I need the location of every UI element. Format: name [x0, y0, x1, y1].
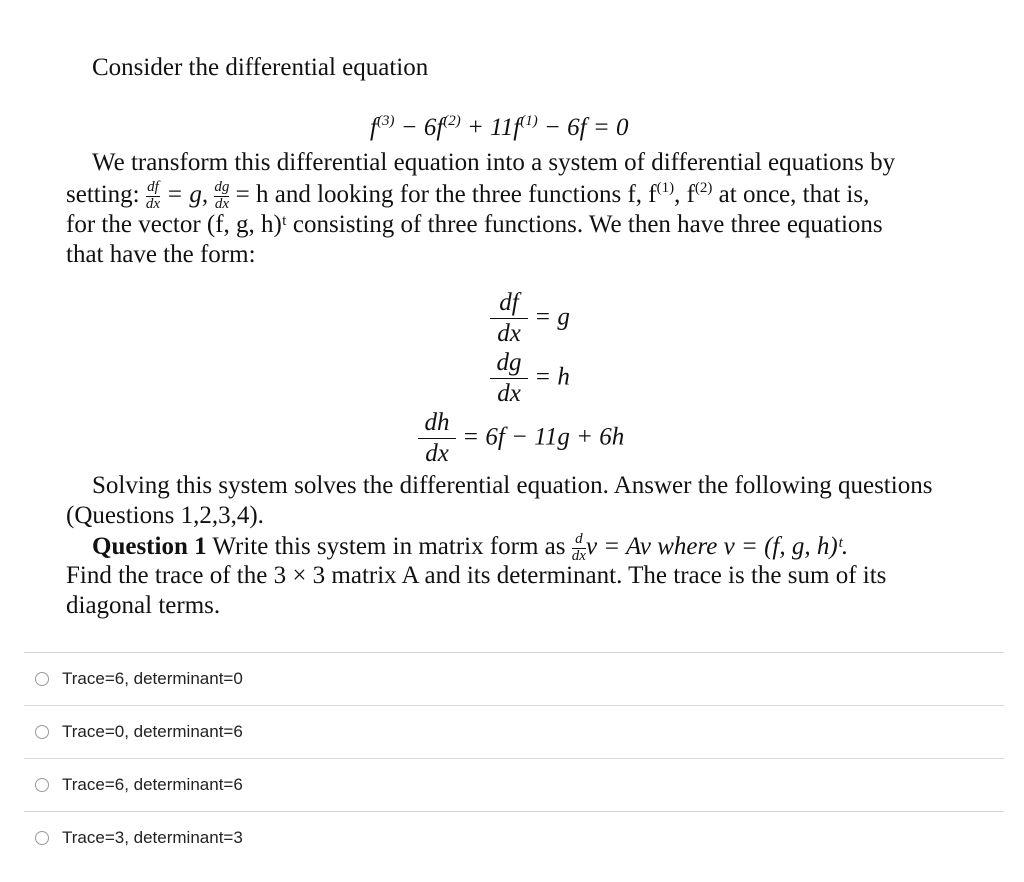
radio-button[interactable]	[35, 725, 49, 739]
answer-option[interactable]	[24, 705, 1004, 758]
system-eq-3: $\frac{dh}{dx}$ = 6f − 11g + 6h	[418, 410, 624, 468]
question-1-line-3: diagonal terms.	[66, 592, 221, 619]
option-label: Trace=0, determinant=6	[62, 722, 243, 741]
system-eq-2: $\frac{dg}{dx}$ = h	[490, 350, 570, 408]
main-equation: $f^{(3)} - 6f^{(2)} + 11f^{(1)} - 6f = 0$	[370, 113, 629, 141]
radio-button[interactable]	[35, 831, 49, 845]
solving-line-2: (Questions 1,2,3,4).	[66, 502, 264, 529]
question-1-label: Question 1	[92, 532, 207, 560]
answer-options	[24, 652, 1004, 864]
system-eq-1: $\frac{df}{dx}$ = g	[490, 290, 570, 348]
answer-option[interactable]	[24, 811, 1004, 864]
option-label: Trace=6, determinant=6	[62, 775, 243, 794]
option-label: Trace=3, determinant=3	[62, 828, 243, 847]
option-label: Trace=6, determinant=0	[62, 669, 243, 688]
para-line-4: that have the form:	[66, 241, 256, 268]
radio-button[interactable]	[35, 672, 49, 686]
question-1-line: Question 1 Write this system in matrix form as $\frac{d}{dx}$ v = Av where v = (f, g, h)ᵗ.	[92, 531, 849, 564]
intro-text: Consider the differential equation	[92, 54, 429, 81]
para-line-1: We transform this differential equation into a system of differential equations by	[92, 149, 896, 176]
radio-button[interactable]	[35, 778, 49, 792]
question-1-line-2: Find the trace of the 3 × 3 matrix A and its determinant. The trace is the sum of its	[66, 562, 887, 589]
answer-option[interactable]	[24, 758, 1004, 811]
solving-line-1: Solving this system solves the differential equation. Answer the following questions	[92, 472, 933, 499]
para-line-3: for the vector (f, g, h)ᵗ consisting of three functions. We then have three equations	[66, 211, 883, 238]
answer-option[interactable]	[24, 652, 1004, 705]
para-line-2: setting: $\frac{df}{dx}$ = g, $\frac{dg}{dx}$ = h and looking for the three functions f, $f^{(1)}$, $f^{(2)}$ at once, that is,	[66, 179, 870, 212]
